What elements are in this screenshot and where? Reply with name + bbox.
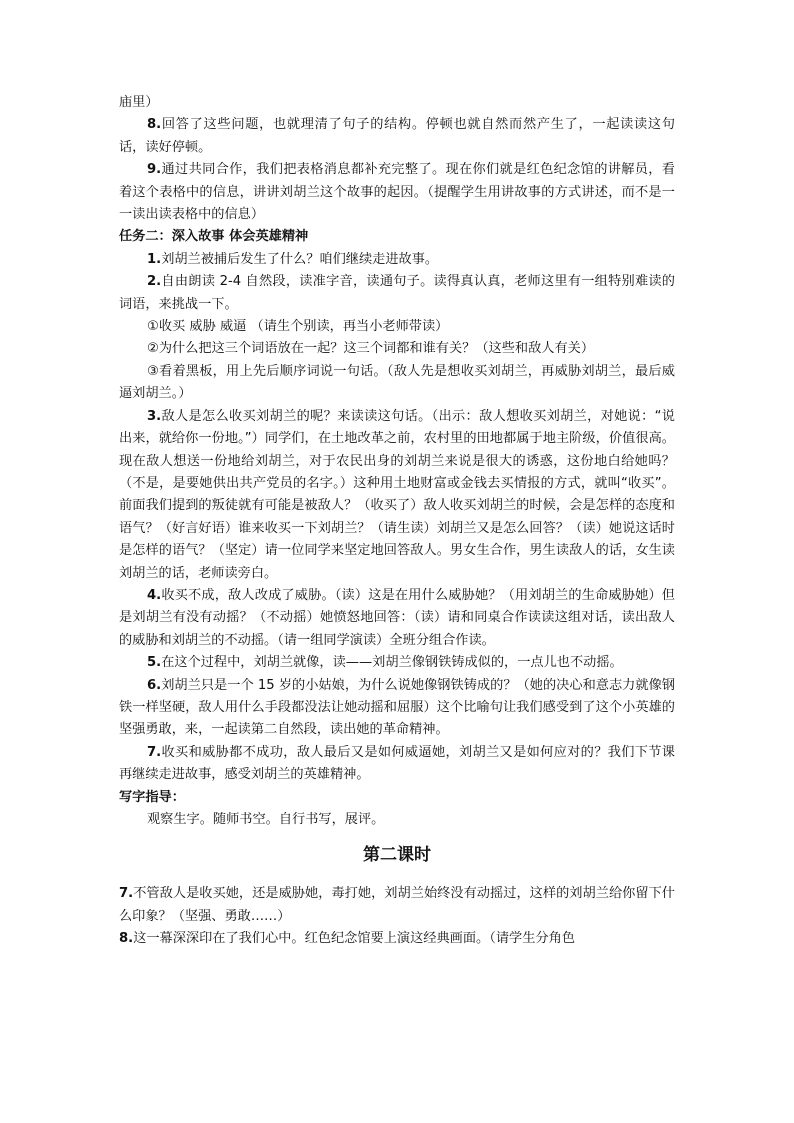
task2-subitem-1: ①收买 威胁 威逼 （请生个别读，再当小老师带读） (147, 319, 449, 335)
paragraph-continuation: 庙里） (119, 95, 159, 110)
task2-item-2: 2.自由朗读 2-4 自然段，读准字音，读通句子。读得真认真，老师这里有一组特别难读的词语，来挑战一下。 (119, 274, 675, 312)
task2-item-7: 7.收买和威胁都不成功，敌人最后又是如何威逼她，刘胡兰又是如何应对的？我们下节课再继续走进故事，感受刘胡兰的英雄精神。 (119, 744, 675, 783)
writing-guide-heading: 写字指导： (119, 789, 185, 805)
paragraph-intro-8: 8.回答了这些问题，也就理清了句子的结构。停顿也就自然而然产生了，一起读读这句话，读好停顿。 (119, 117, 675, 155)
task2-item-6: 6.刘胡兰只是一个 15 岁的小姑娘，为什么说她像钢铁铸成的？（她的决心和意志力就像钢铁一样坚硬，敌人用什么手段都没法让她动摇和屈服）这个比喻句让我们感受到了这个小英雄的坚强勇敢，来，一起读第二自然段，读出她的革命精神。 (119, 677, 675, 738)
task2-item-5: 5.在这个过程中，刘胡兰就像，读——刘胡兰像钢铁铸成似的，一点儿也不动摇。 (147, 655, 623, 671)
writing-guide-text: 观察生字。随师书空。自行书写，展评。 (147, 812, 385, 827)
paragraph-intro-9: 9.通过共同合作，我们把表格消息都补充完整了。现在你们就是红色纪念馆的讲解员，看着这个表格中的信息，讲讲刘胡兰这个故事的起因。（提醒学生用讲故事的方式讲述，而不是一一读出读表格中的信息） (119, 162, 675, 223)
lesson2-title: 第二课时 (363, 845, 431, 866)
task2-item-1: 1.刘胡兰被捕后发生了什么？咱们继续走进故事。 (147, 251, 439, 267)
task2-subitem-3: ③看着黑板，用上先后顺序词说一句话。（敌人先是想收买刘胡兰，再威胁刘胡兰，最后威逼刘胡兰。） (119, 363, 675, 402)
task2-heading: 任务二：深入故事 体会英雄精神 (119, 229, 309, 245)
lesson2-item-7: 7.不管敌人是收买她，还是威胁她，毒打她，刘胡兰始终没有动摇过，这样的刘胡兰给你留下什么印象？（坚强、勇敢……） (119, 886, 675, 924)
task2-subitem-2: ②为什么把这三个词语放在一起？这三个词都和谁有关？（这些和敌人有关） (147, 341, 595, 357)
task2-item-3: 3.敌人是怎么收买刘胡兰的呢？来读读这句话。（出示：敌人想收买刘胡兰，对她说：“说出来，就给你一份地。”）同学们，在土地改革之前，农村里的田地都属于地主阶级，价值很高。现在敌人想送一份地给刘胡兰，对于农民出身的刘胡兰来说是很大的诱惑，这份地白给她吗？（不是，是要她供出共产党员的名字。）这种用土地财富或金钱去买情报的方式，就叫“收买”。前面我们提到的叛徒就有可能是被敌人？（收买了）敌人收买刘胡兰的时候，会是怎样的态度和语气？（好言好语）谁来收买一下刘胡兰？（请生读）刘胡兰又是怎么回答？（读）她说这话时是怎样的语气？（坚定）请一位同学来坚定地回答敌人。男女生合作，男生读敌人的话，女生读刘胡兰的话，老师读旁白。 (119, 408, 675, 581)
task2-item-4: 4.收买不成，敌人改成了威胁。（读）这是在用什么威胁她？（用刘胡兰的生命威胁她）但是刘胡兰有没有动摇？（不动摇）她愤怒地回答：（读）请和同桌合作读读这组对话，读出敌人的威胁和刘胡兰的不动摇。（请一组同学演读）全班分组合作读。 (119, 587, 675, 648)
lesson2-item-8: 8.这一幕深深印在了我们心中。红色纪念馆要上演这经典画面。（请学生分角色 (119, 931, 575, 947)
document-body (119, 92, 675, 951)
